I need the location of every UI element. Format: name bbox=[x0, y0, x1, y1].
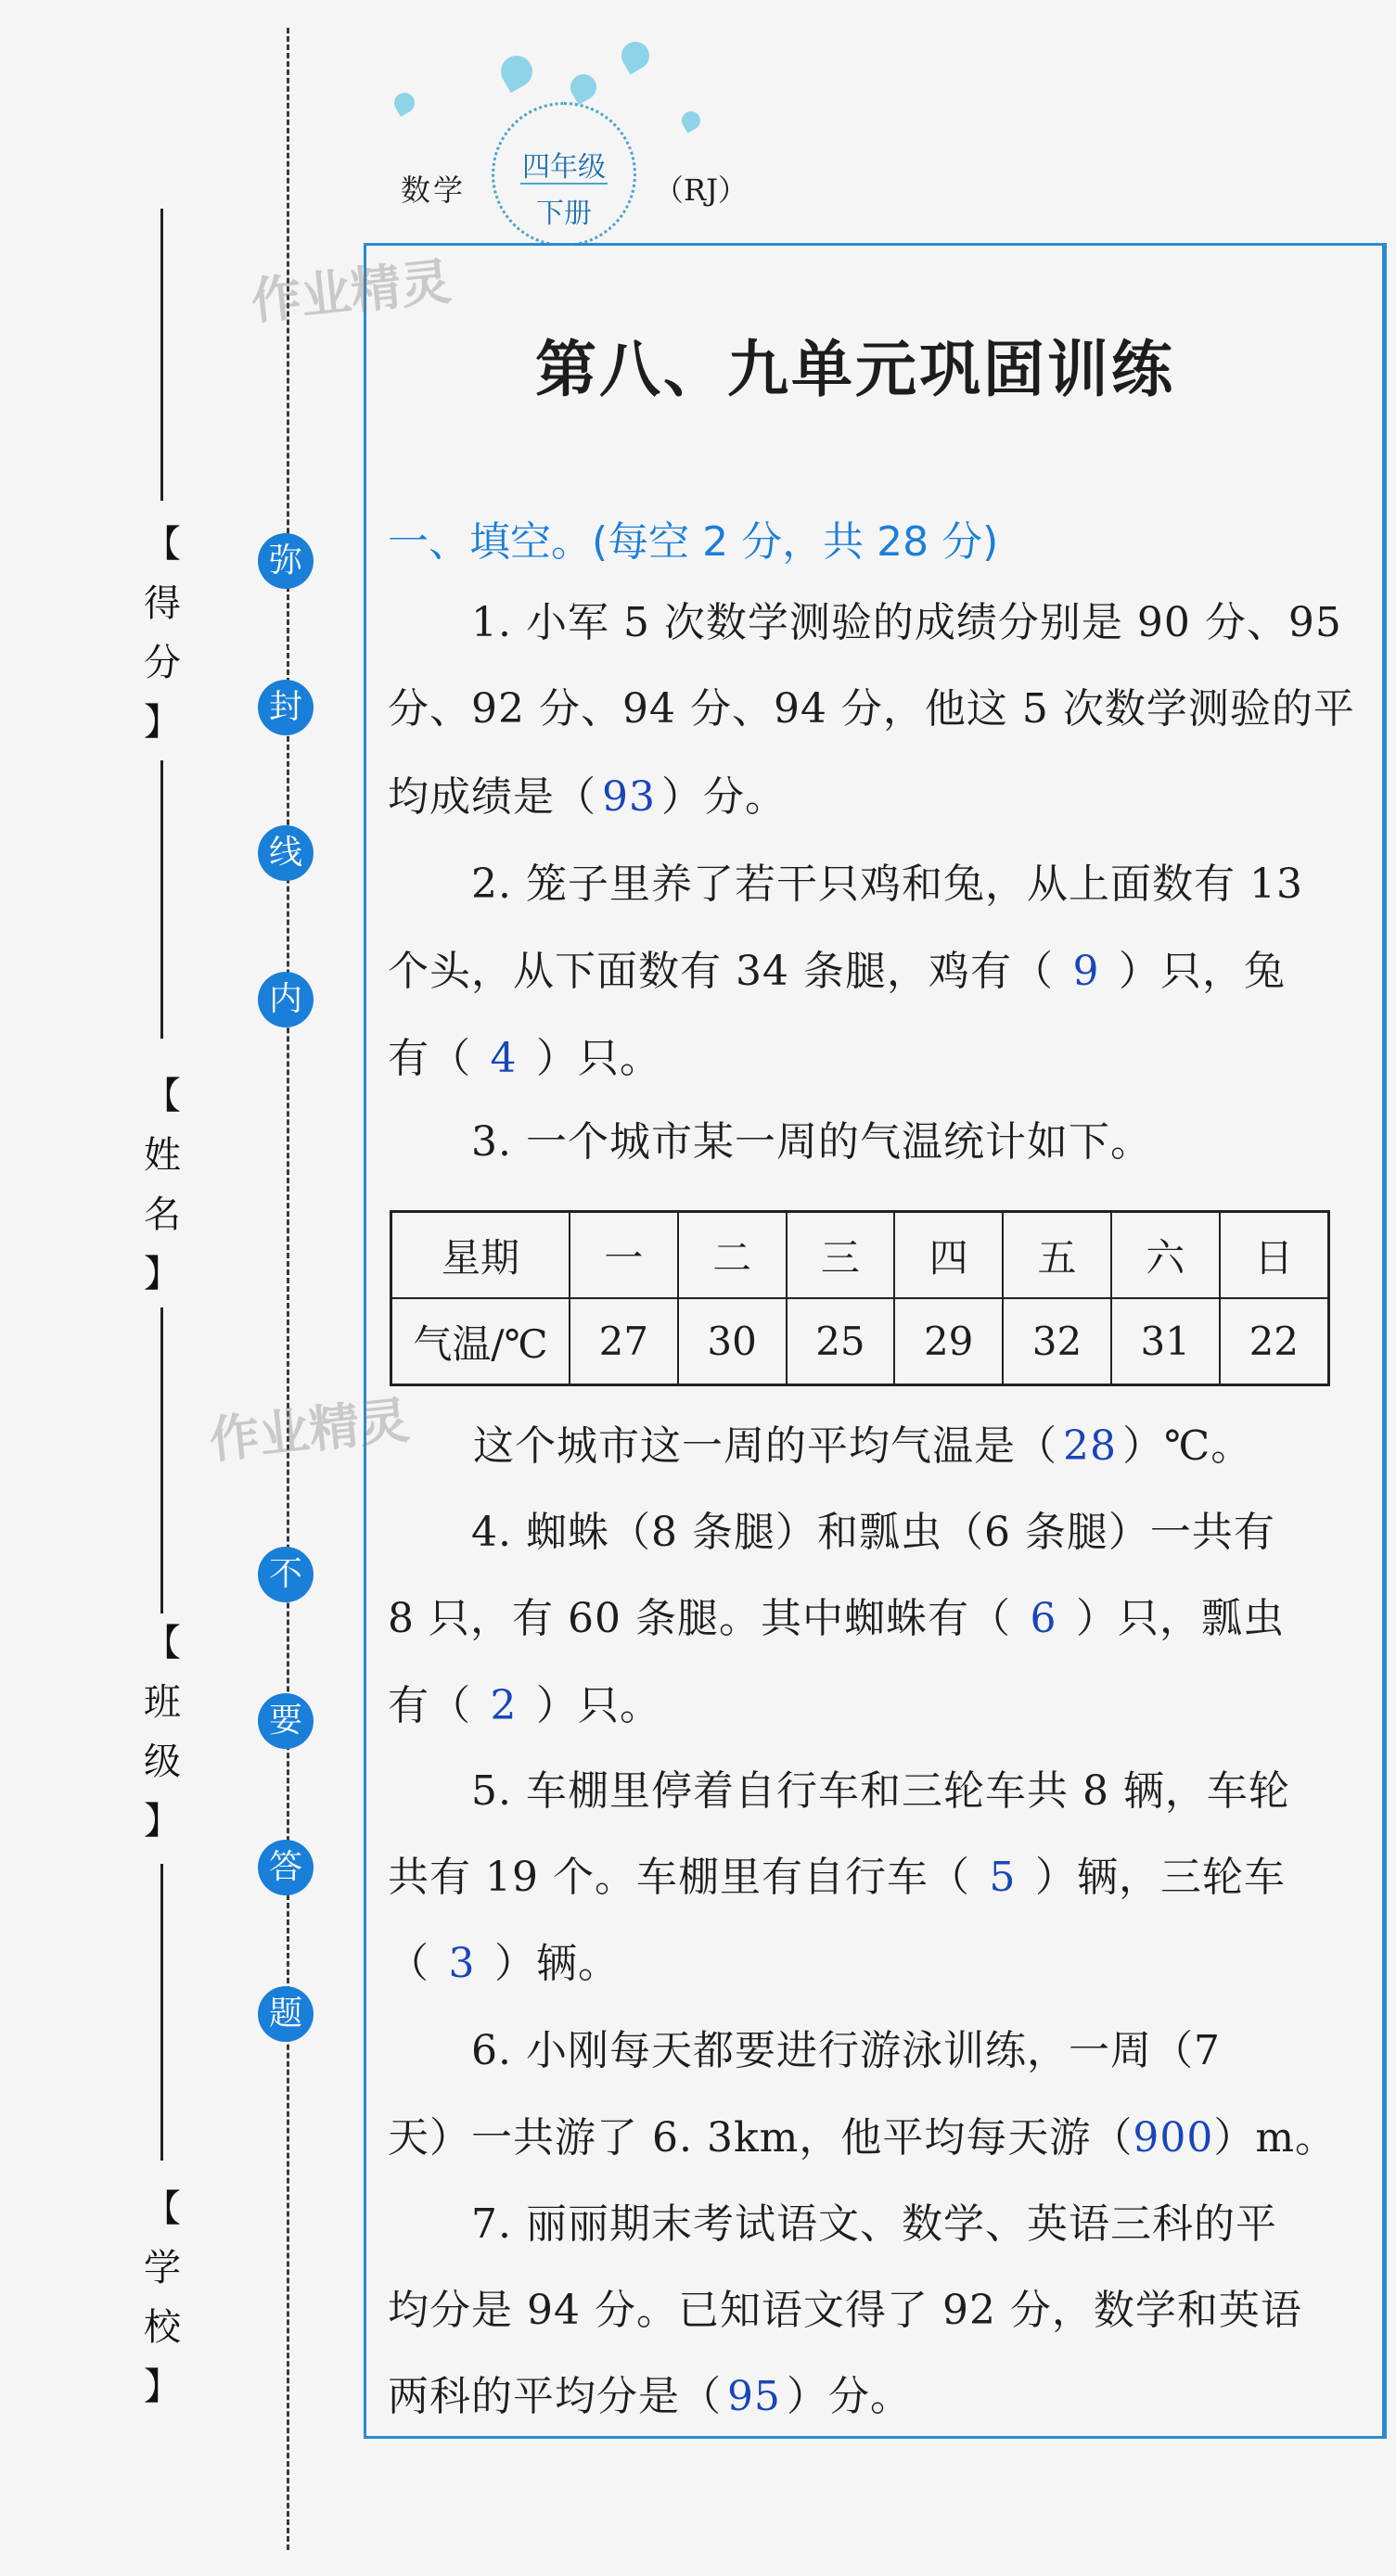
seal-char: 封 bbox=[258, 680, 314, 735]
question-1-line: 1. 小军 5 次数学测验的成绩分别是 90 分、95 bbox=[471, 599, 1342, 646]
field-underline bbox=[160, 209, 163, 501]
field-char: 班 bbox=[144, 1681, 181, 1724]
text: ）只，瓢虫 bbox=[1075, 1595, 1285, 1642]
text: 个头，从下面数有 34 条腿，鸡有（ bbox=[388, 948, 1054, 995]
text: 两科的平均分是（ bbox=[388, 2373, 722, 2420]
table-row bbox=[391, 1298, 1329, 1385]
text: ）分。 bbox=[661, 773, 787, 821]
score-field-label bbox=[125, 515, 199, 752]
text: ）只。 bbox=[536, 1035, 661, 1082]
answer: 9 bbox=[1072, 948, 1100, 995]
frame-border bbox=[1382, 246, 1385, 2436]
field-char: 级 bbox=[144, 1741, 181, 1783]
subject-label: 数学 bbox=[401, 172, 467, 208]
answer: 4 bbox=[490, 1035, 518, 1082]
leaf-icon bbox=[495, 50, 538, 93]
question-7-line: 7. 丽丽期末考试语文、数学、英语三科的平 bbox=[471, 2200, 1277, 2248]
table-cell: 二 bbox=[678, 1212, 787, 1299]
text: 共有 19 个。车棚里有自行车（ bbox=[388, 1854, 970, 1901]
field-char: 学 bbox=[144, 2247, 181, 2289]
field-underline bbox=[160, 1864, 163, 2161]
class-field-label bbox=[125, 1613, 199, 1851]
question-3-line: 3. 一个城市某一周的气温统计如下。 bbox=[471, 1118, 1152, 1166]
table-cell: 日 bbox=[1220, 1212, 1329, 1299]
answer: 900 bbox=[1133, 2114, 1214, 2162]
question-1-line: 分、92 分、94 分、94 分，他这 5 次数学测验的平 bbox=[388, 685, 1355, 733]
table-cell: 三 bbox=[787, 1212, 895, 1299]
watermark: 作业精灵 bbox=[248, 251, 455, 332]
text: 有（ bbox=[388, 1035, 471, 1082]
question-3-line bbox=[473, 1419, 1252, 1474]
volume-label: 下册 bbox=[536, 198, 592, 230]
table-cell: 30 bbox=[678, 1298, 787, 1385]
table-cell: 四 bbox=[894, 1212, 1003, 1299]
temperature-table bbox=[390, 1210, 1330, 1386]
question-2-line: 2. 笼子里养了若干只鸡和兔，从上面数有 13 bbox=[471, 861, 1303, 908]
name-field-label bbox=[125, 1066, 199, 1304]
table-row bbox=[391, 1212, 1329, 1299]
answer: 3 bbox=[448, 1940, 476, 1987]
seal-char: 弥 bbox=[258, 533, 314, 589]
text: ）分。 bbox=[787, 2373, 912, 2420]
text: ）只，兔 bbox=[1118, 948, 1286, 995]
text: 有（ bbox=[388, 1682, 471, 1729]
text: 8 只，有 60 条腿。其中蜘蛛有（ bbox=[388, 1595, 1011, 1642]
table-cell: 31 bbox=[1111, 1298, 1220, 1385]
field-char: 】 bbox=[144, 1253, 181, 1295]
table-cell: 一 bbox=[570, 1212, 678, 1299]
field-char: 分 bbox=[144, 642, 181, 684]
field-char: 【 bbox=[144, 523, 181, 566]
question-4-line bbox=[388, 1678, 661, 1734]
question-5-line bbox=[388, 1850, 1286, 1906]
text: 天）一共游了 6. 3km，他平均每天游（ bbox=[388, 2114, 1133, 2162]
question-2-line bbox=[388, 944, 1286, 1000]
badge-divider bbox=[520, 183, 608, 185]
text: ）℃。 bbox=[1122, 1422, 1253, 1470]
page-title: 第八、九单元巩固训练 bbox=[535, 334, 1175, 405]
seal-char: 答 bbox=[258, 1840, 314, 1895]
question-2-line bbox=[388, 1031, 661, 1087]
answer: 5 bbox=[989, 1854, 1017, 1901]
page-header bbox=[371, 37, 853, 230]
seal-char: 不 bbox=[258, 1547, 314, 1602]
table-cell: 气温/℃ bbox=[391, 1298, 570, 1385]
field-char: 得 bbox=[144, 582, 181, 625]
answer: 2 bbox=[490, 1682, 518, 1729]
text: ）只。 bbox=[536, 1682, 661, 1729]
question-1-line bbox=[388, 770, 787, 825]
text: ）辆。 bbox=[494, 1940, 620, 1987]
field-char: 【 bbox=[144, 1075, 181, 1117]
field-char: 】 bbox=[144, 1800, 181, 1843]
seal-dashed-line bbox=[287, 28, 289, 2550]
table-cell: 五 bbox=[1003, 1212, 1111, 1299]
question-6-line bbox=[388, 2111, 1337, 2166]
seal-char: 内 bbox=[258, 972, 314, 1027]
field-underline bbox=[160, 1307, 163, 1613]
grade-badge bbox=[492, 102, 636, 247]
field-char: 名 bbox=[144, 1193, 181, 1236]
question-4-line bbox=[388, 1591, 1285, 1647]
answer: 6 bbox=[1030, 1595, 1057, 1642]
answer: 28 bbox=[1063, 1422, 1117, 1470]
leaf-icon bbox=[617, 37, 655, 75]
question-5-line: 5. 车棚里停着自行车和三轮车共 8 辆，车轮 bbox=[471, 1767, 1290, 1815]
table-cell: 星期 bbox=[391, 1212, 570, 1299]
section-heading: 一、填空。(每空 2 分，共 28 分) bbox=[388, 518, 999, 566]
field-underline bbox=[160, 760, 163, 1039]
field-char: 校 bbox=[144, 2306, 181, 2349]
leaf-icon bbox=[678, 108, 703, 133]
answer: 95 bbox=[727, 2373, 781, 2420]
leaf-icon bbox=[566, 70, 601, 105]
text: 均成绩是（ bbox=[388, 773, 596, 821]
binding-margin bbox=[0, 0, 302, 2576]
field-char: 姓 bbox=[144, 1134, 181, 1177]
table-cell: 27 bbox=[570, 1298, 678, 1385]
table-cell: 25 bbox=[787, 1298, 895, 1385]
question-7-line: 均分是 94 分。已知语文得了 92 分，数学和英语 bbox=[388, 2287, 1302, 2334]
field-char: 】 bbox=[144, 701, 181, 744]
seal-char: 题 bbox=[258, 1986, 314, 2042]
text: 这个城市这一周的平均气温是（ bbox=[473, 1422, 1057, 1470]
question-5-line bbox=[388, 1936, 620, 1992]
watermark: 作业精灵 bbox=[206, 1390, 413, 1471]
field-char: 【 bbox=[144, 2187, 181, 2230]
text: ）辆，三轮车 bbox=[1034, 1854, 1286, 1901]
answer: 93 bbox=[602, 773, 656, 821]
leaf-icon bbox=[391, 89, 418, 117]
question-4-line: 4. 蜘蛛（8 条腿）和瓢虫（6 条腿）一共有 bbox=[471, 1509, 1275, 1556]
table-cell: 29 bbox=[894, 1298, 1003, 1385]
table-cell: 22 bbox=[1220, 1298, 1329, 1385]
question-7-line bbox=[388, 2369, 912, 2425]
text: （ bbox=[388, 1940, 429, 1987]
school-field-label bbox=[125, 2179, 199, 2417]
field-char: 】 bbox=[144, 2366, 181, 2408]
seal-char: 线 bbox=[258, 825, 314, 881]
field-char: 【 bbox=[144, 1622, 181, 1664]
text: ）m。 bbox=[1213, 2114, 1338, 2162]
grade-label: 四年级 bbox=[522, 151, 606, 184]
table-cell: 六 bbox=[1111, 1212, 1220, 1299]
table-cell: 32 bbox=[1003, 1298, 1111, 1385]
seal-char: 要 bbox=[258, 1693, 314, 1749]
edition-label: （RJ） bbox=[654, 172, 748, 208]
question-6-line: 6. 小刚每天都要进行游泳训练，一周（7 bbox=[471, 2027, 1221, 2074]
